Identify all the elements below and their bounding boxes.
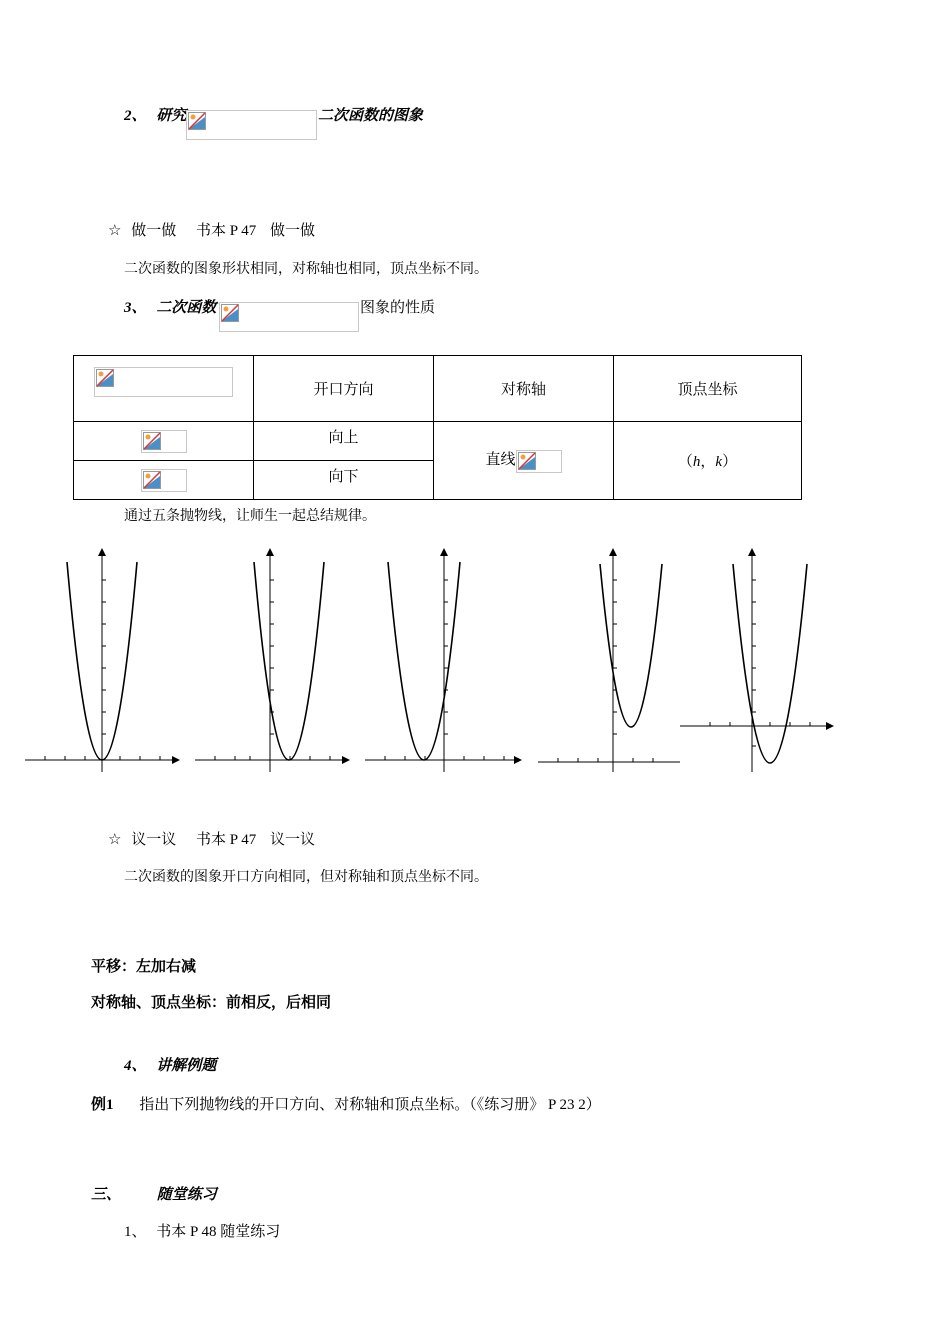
section-4-title: 讲解例题 [156, 1058, 217, 1074]
vertex-h: h [692, 454, 701, 470]
section-2-text-after: 二次函数的图象 [318, 108, 424, 124]
section-4-number: 4、 [124, 1058, 147, 1074]
broken-image-icon [96, 369, 114, 387]
section-three-title: 随堂练习 [156, 1187, 217, 1203]
activity-discuss-ref: 书本 P 47 [195, 832, 257, 848]
example-1 [91, 1093, 601, 1114]
formula-image-placeholder [516, 450, 562, 473]
section-3-heading [124, 296, 216, 317]
practice-1-text: 书本 P 48 随堂练习 [156, 1224, 281, 1240]
broken-image-icon [518, 452, 536, 470]
example-1-text: 指出下列抛物线的开口方向、对称轴和顶点坐标。（《练习册》 P 23 2） [139, 1097, 601, 1113]
formula-image-placeholder [219, 302, 359, 332]
activity-discuss-label-2: 议一议 [270, 832, 316, 848]
section-2-text-before: 研究 [156, 108, 187, 124]
note-3: 二次函数的图象开口方向相同，但对称轴和顶点坐标不同。 [124, 870, 488, 885]
example-1-label: 例1 [91, 1097, 114, 1113]
table-formula-cell [74, 422, 254, 461]
rule-axis-vertex: 对称轴、顶点坐标：前相反，后相同 [91, 995, 332, 1011]
formula-image-placeholder [94, 367, 233, 397]
activity-do-line [108, 219, 315, 240]
section-3-text-before: 二次函数 [156, 300, 217, 316]
note-1: 二次函数的图象形状相同，对称轴也相同，顶点坐标不同。 [124, 262, 488, 277]
table-header-axis: 对称轴 [434, 356, 614, 422]
formula-image-placeholder [141, 469, 187, 492]
star-icon: ☆ [108, 223, 122, 239]
section-three-heading [91, 1183, 217, 1204]
section-4-heading [124, 1054, 216, 1075]
table-vertex-cell [614, 422, 802, 500]
table-header-direction: 开口方向 [254, 356, 434, 422]
note-2: 通过五条抛物线，让师生一起总结规律。 [124, 509, 376, 524]
section-three-number: 三、 [91, 1187, 122, 1203]
formula-image-placeholder [186, 110, 317, 140]
vertex-close-paren: ） [722, 454, 738, 470]
activity-do-label: 做一做 [131, 223, 177, 239]
table-header-row [74, 356, 802, 422]
properties-table [73, 355, 802, 500]
practice-1-number: 1、 [124, 1224, 147, 1240]
formula-image-placeholder [141, 430, 187, 453]
table-row [74, 422, 802, 461]
section-3-text-after: 图象的性质 [360, 300, 436, 316]
parabola-graph-4 [538, 550, 680, 772]
broken-image-icon [143, 471, 161, 489]
section-2-number: 2、 [124, 108, 147, 124]
table-header-formula-cell [74, 356, 254, 422]
axis-prefix: 直线 [485, 452, 516, 469]
activity-discuss-line [108, 828, 315, 849]
section-3-number: 3、 [124, 300, 147, 316]
activity-do-label-2: 做一做 [270, 223, 316, 239]
table-header-vertex: 顶点坐标 [614, 356, 802, 422]
parabola-graph-3 [365, 550, 520, 772]
parabola-graph-1 [25, 550, 178, 772]
broken-image-icon [143, 432, 161, 450]
table-direction-down: 向下 [254, 461, 434, 500]
parabola-graphs [0, 540, 950, 780]
vertex-sep: ， [700, 454, 716, 470]
star-icon: ☆ [108, 832, 122, 848]
broken-image-icon [188, 112, 206, 130]
rule-translation: 平移：左加右减 [91, 959, 197, 975]
table-direction-up: 向上 [254, 422, 434, 461]
parabola-graph-5 [680, 550, 832, 772]
practice-1 [124, 1220, 280, 1241]
table-formula-cell [74, 461, 254, 500]
section-2-heading [124, 104, 186, 125]
table-axis-cell [434, 422, 614, 500]
activity-discuss-label: 议一议 [131, 832, 177, 848]
broken-image-icon [221, 304, 239, 322]
vertex-open-paren: （ [677, 454, 693, 470]
activity-do-ref: 书本 P 47 [195, 223, 257, 239]
parabola-graph-2 [195, 550, 348, 772]
vertex-k: k [715, 454, 723, 470]
